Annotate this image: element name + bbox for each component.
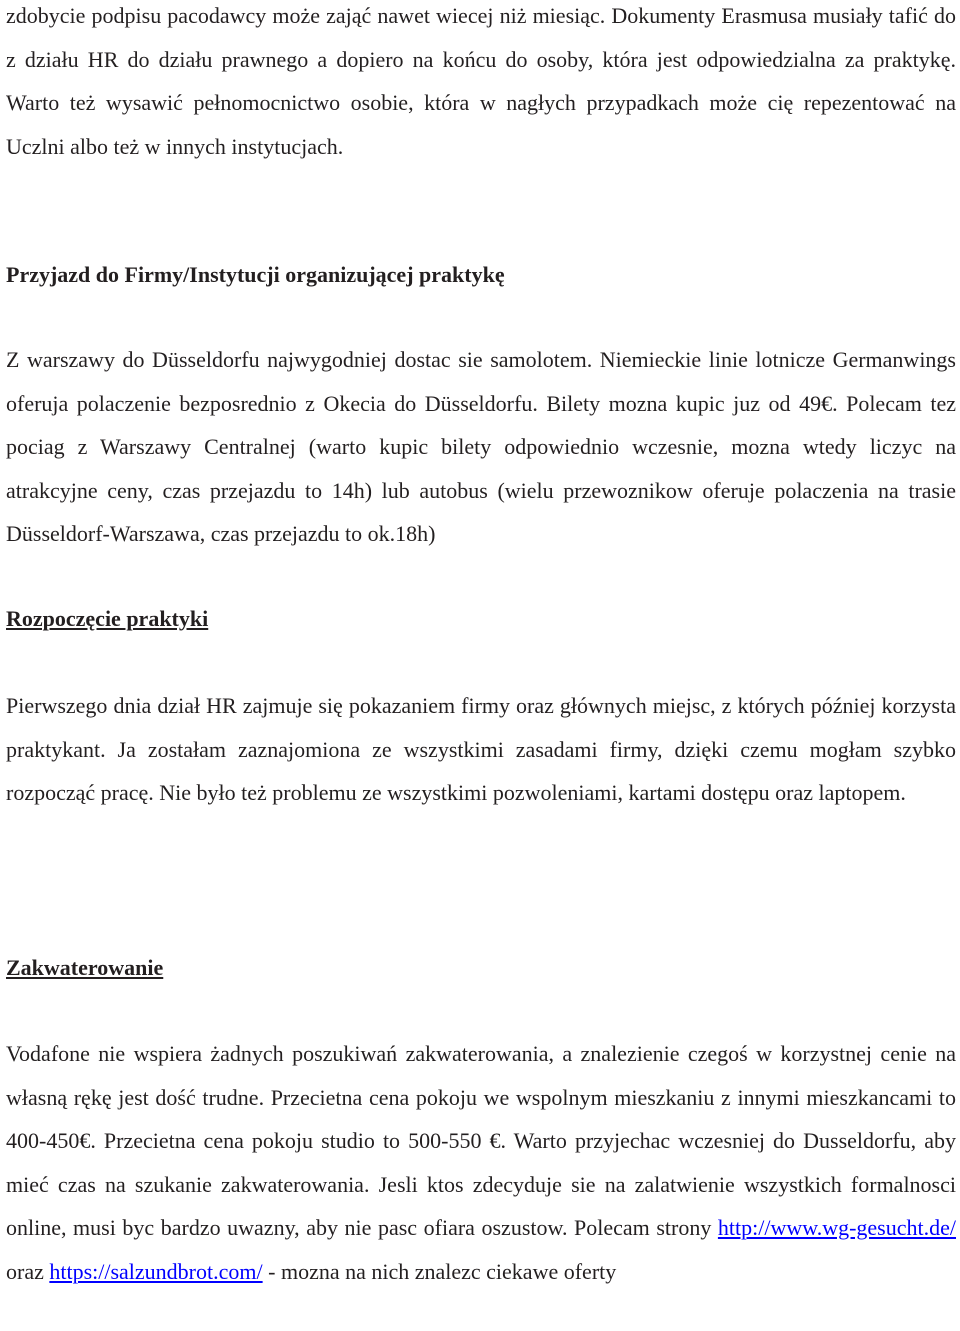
intro-paragraph: zdobycie podpisu pacodawcy może zająć nawet wiecej niż miesiąc. Dokumenty Erasmusa musiały tafić do z działu HR do działu prawnego a dopiero na końcu do osoby, która jest odpowiedzialna za praktykę. Warto też wysawić pełnomocnictwo osobie, która w nagłych przypadkach może cię repezentować na Uczlni albo też w innych instytucjach. (6, 3, 956, 159)
housing-heading: Zakwaterowanie (6, 955, 164, 980)
salzundbrot-link[interactable]: https://salzundbrot.com/ (49, 1258, 263, 1284)
housing-text: Vodafone nie wspiera żadnych poszukiwań zakwaterowania, a znalezienie czegoś w korzystnej cenie na własną rękę jest dość trudne. Przecietna cena pokoju we wspolnym mieszkaniu z innymi mieszkancami to 400-450€. Przecietna cena pokoju studio to 500-550 €. Warto przyjechac wczesniej do Dusseldorfu, aby mieć czas na szukanie zakwaterowania. Jesli ktos zdecyduje sie na zalatwienie wszystkich formalnosci online, musi byc bardzo uwazny, aby nie pasc ofiara oszustow. Polecam strony (6, 1041, 956, 1240)
housing-paragraph (6, 1032, 956, 1293)
arrival-paragraph: Z warszawy do Düsseldorfu najwygodniej dostac sie samolotem. Niemieckie linie lotnicze Germanwings oferuja polaczenie bezposrednio z Okecia do Düsseldorfu. Bilety mozna kupic juz od 49€. Polecam tez pociag z Warszawy Centralnej (warto kupic bilety odpowiednio wczesnie, mozna wtedy liczyc na atrakcyjne ceny, czas przejazdu to 14h) lub autobus (wielu przewoznikow oferuje polaczenia na trasie Düsseldorf-Warszawa, czas przejazdu to ok.18h) (6, 347, 956, 546)
housing-closing-text: - mozna na nich znalezc ciekawe oferty (262, 1258, 617, 1284)
arrival-heading: Przyjazd do Firmy/Instytucji organizującej praktykę (6, 262, 505, 287)
internship-start-paragraph: Pierwszego dnia dział HR zajmuje się pokazaniem firmy oraz głównych miejsc, z których później korzysta praktykant. Ja zostałam zaznajomiona ze wszystkimi zasadami firmy, dzięki czemu mogłam szybko rozpocząć pracę. Nie było też problemu ze wszystkimi pozwoleniami, kartami dostępu oraz laptopem. (6, 693, 956, 805)
housing-connector-text: oraz (6, 1258, 50, 1284)
internship-start-heading: Rozpoczęcie praktyki (6, 606, 209, 631)
wg-gesucht-link[interactable]: http://www.wg-gesucht.de/ (717, 1215, 956, 1240)
